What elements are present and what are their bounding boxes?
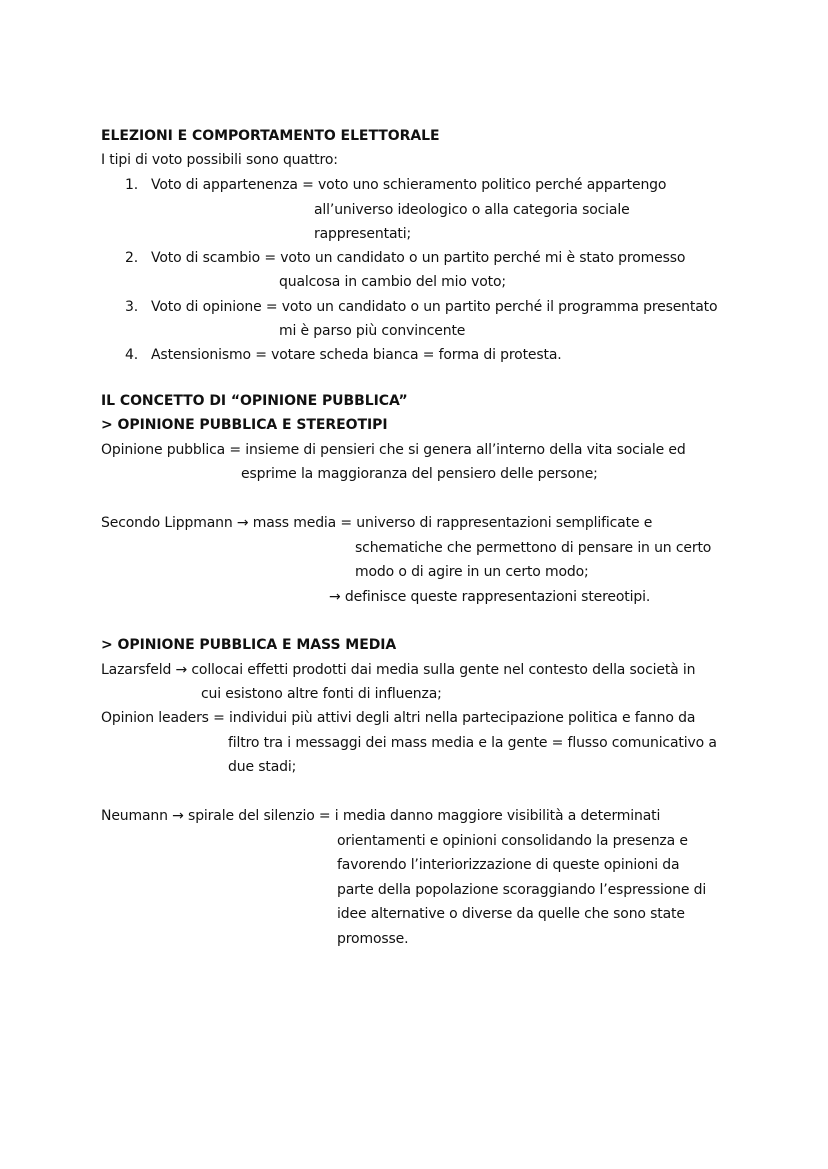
paragraph-line: cui esistono altre fonti di influenza; xyxy=(201,686,442,702)
list-item-text: Voto di scambio = voto un candidato o un partito perché mi è stato promesso xyxy=(151,250,686,266)
list-item-text: rappresentati; xyxy=(314,226,412,242)
paragraph-line: esprime la maggioranza del pensiero delle persone; xyxy=(241,466,598,482)
list-item-number: 4. xyxy=(125,347,139,363)
paragraph-line: orientamenti e opinioni consolidando la presenza e xyxy=(337,833,688,849)
list-item-number: 3. xyxy=(125,299,139,315)
paragraph-line: Opinione pubblica = insieme di pensieri che si genera all’interno della vita sociale ed xyxy=(101,442,686,458)
subsection-title-mass-media: > OPINIONE PUBBLICA E MASS MEDIA xyxy=(101,637,397,653)
paragraph-line: parte della popolazione scoraggiando l’espressione di xyxy=(337,882,707,898)
paragraph-line: schematiche che permettono di pensare in un certo xyxy=(355,540,712,556)
list-item-text: Voto di opinione = voto un candidato o un partito perché il programma presentato xyxy=(151,299,718,315)
paragraph-line: filtro tra i messaggi dei mass media e la gente = flusso comunicativo a xyxy=(228,735,717,751)
paragraph-line: favorendo l’interiorizzazione di queste opinioni da xyxy=(337,857,680,873)
paragraph-line: Neumann → spirale del silenzio = i media danno maggiore visibilità a determinati xyxy=(101,808,661,824)
list-item-text: mi è parso più convincente xyxy=(279,323,466,339)
list-item-text: all’universo ideologico o alla categoria sociale xyxy=(314,202,630,218)
list-item-number: 1. xyxy=(125,177,139,193)
list-item-number: 2. xyxy=(125,250,139,266)
paragraph-line: promosse. xyxy=(337,931,409,947)
paragraph-line: modo o di agire in un certo modo; xyxy=(355,564,589,580)
paragraph-line: → definisce queste rappresentazioni stereotipi. xyxy=(329,589,651,605)
paragraph-line: Secondo Lippmann → mass media = universo di rappresentazioni semplificate e xyxy=(101,515,653,531)
section-title-elezioni: ELEZIONI E COMPORTAMENTO ELETTORALE xyxy=(101,128,440,144)
paragraph-line: due stadi; xyxy=(228,759,297,775)
paragraph-line: idee alternative o diverse da quelle che sono state xyxy=(337,906,685,922)
paragraph-line: Opinion leaders = individui più attivi degli altri nella partecipazione politica e fanno da xyxy=(101,710,696,726)
section-title-opinione: IL CONCETTO DI “OPINIONE PUBBLICA” xyxy=(101,393,408,409)
list-item-text: Voto di appartenenza = voto uno schieramento politico perché appartengo xyxy=(151,177,667,193)
paragraph-line: Lazarsfeld → collocai effetti prodotti dai media sulla gente nel contesto della società in xyxy=(101,662,696,678)
list-item-text: Astensionismo = votare scheda bianca = forma di protesta. xyxy=(151,347,562,363)
subsection-title-stereotipi: > OPINIONE PUBBLICA E STEREOTIPI xyxy=(101,417,388,433)
list-item-text: qualcosa in cambio del mio voto; xyxy=(279,274,506,290)
section-intro: I tipi di voto possibili sono quattro: xyxy=(101,152,338,168)
